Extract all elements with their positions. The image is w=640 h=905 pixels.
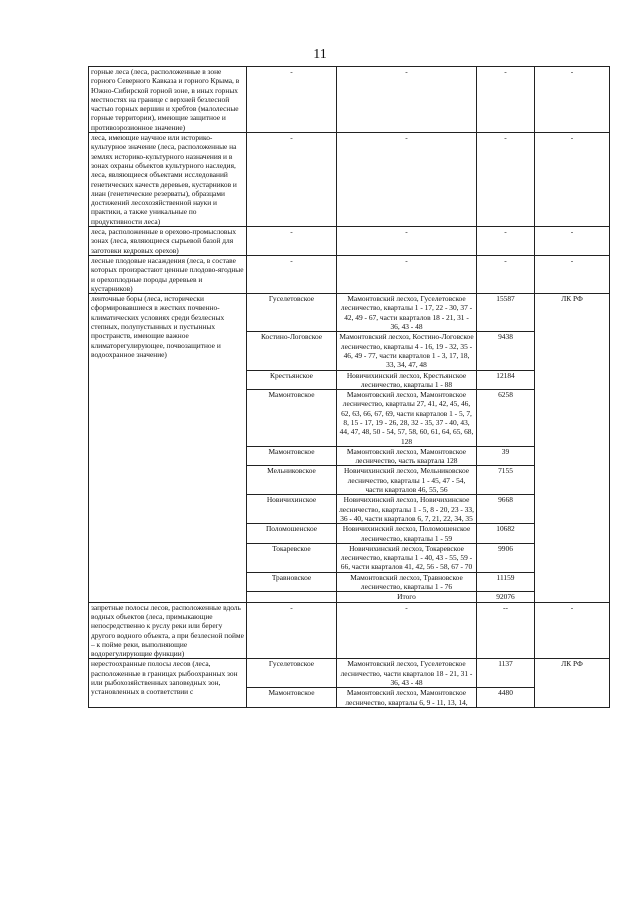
location: -: [337, 227, 477, 256]
category-description: лесные плодовые насаждения (леса, в составе которых произрастают ценные плодово-ягодные и орехоплодные породы деревьев и кустарников): [89, 255, 247, 293]
forestry-name: Токаревское: [247, 543, 337, 572]
area-value: -: [477, 255, 535, 293]
location: Мамонтовский лесхоз, Гуселетовское лесничество, кварталы 1 - 17, 22 - 30, 37 - 42, 49 - 67, части кварталов 18 - 21, 31 - 36, 43 - 48: [337, 294, 477, 332]
legal-basis: -: [535, 255, 610, 293]
location: Мамонтовский лесхоз, Травновское лесничество, кварталы 1 - 76: [337, 572, 477, 592]
location: Новичихинский лесхоз, Крестьянское лесничество, кварталы 1 - 88: [337, 370, 477, 390]
area-value: 12184: [477, 370, 535, 390]
area-value: 9668: [477, 495, 535, 524]
category-description: ленточные боры (леса, исторически сформировавшиеся в жестких почвенно-климатических условиях среди безлесных степных, полупустынных и пустынных пространств, имеющие важное климаторегулирующее, почвозащитное и водоохранное значение): [89, 294, 247, 603]
area-value: -: [477, 67, 535, 133]
forestry-name: -: [247, 227, 337, 256]
legal-basis: -: [535, 67, 610, 133]
area-value: 1137: [477, 659, 535, 688]
forestry-name: Крестьянское: [247, 370, 337, 390]
category-description: горные леса (леса, расположенные в зоне горного Северного Кавказа и горного Крыма, в Южно-Сибирской горной зоне, в иных горных местностях на границе с верхней безлесной частью горных вершин и хребтов (малолесные горные территории), имеющие защитное и противоэрозионное значение): [89, 67, 247, 133]
area-value: --: [477, 602, 535, 659]
legal-basis: ЛК РФ: [535, 659, 610, 707]
area-value: 4480: [477, 688, 535, 708]
category-description: нерестоохранные полосы лесов (леса, расположенные в границах рыбоохранных зон или рыбохозяйственных заповедных зон, установленных в соответствии с: [89, 659, 247, 707]
total-area: 92076: [477, 592, 535, 602]
table-row: [89, 255, 610, 293]
category-description: леса, расположенные в орехово-промысловых зонах (леса, являющиеся сырьевой базой для заготовки кедровых орехов): [89, 227, 247, 256]
forestry-name: Гуселетовское: [247, 659, 337, 688]
area-value: 9906: [477, 543, 535, 572]
table-row: [89, 659, 610, 688]
legal-basis: -: [535, 133, 610, 227]
total-label: Итого: [337, 592, 477, 602]
forestry-name: -: [247, 133, 337, 227]
area-value: 9438: [477, 332, 535, 370]
forestry-name: Гуселетовское: [247, 294, 337, 332]
table-row: [89, 67, 610, 133]
empty-cell: [247, 592, 337, 602]
location: Мамонтовский лесхоз, Мамонтовское лесничество, кварталы 6, 9 - 11, 13, 14,: [337, 688, 477, 708]
table-row: [89, 602, 610, 659]
forestry-name: Новичихинское: [247, 495, 337, 524]
area-value: -: [477, 133, 535, 227]
area-value: -: [477, 227, 535, 256]
table-row: [89, 133, 610, 227]
forestry-name: Мельниковское: [247, 466, 337, 495]
location: Новичихинский лесхоз, Новичихинское лесничество, кварталы 1 - 5, 8 - 20, 23 - 33, 36 - 40, части кварталов 6, 7, 21, 22, 34, 35: [337, 495, 477, 524]
legal-basis: -: [535, 602, 610, 659]
location: -: [337, 67, 477, 133]
location: Новичихинский лесхоз, Поломошенское лесничество, кварталы 1 - 59: [337, 524, 477, 544]
location: -: [337, 133, 477, 227]
location: Мамонтовский лесхоз, Гуселетовское лесничество, части кварталов 18 - 21, 31 - 36, 43 - 48: [337, 659, 477, 688]
area-value: 39: [477, 446, 535, 466]
location: Мамонтовский лесхоз, Мамонтовское лесничество, кварталы 27, 41, 42, 45, 46, 62, 63, 66, 67, 69, части кварталов 1 - 5, 7, 8, 15 - 17, 19 - 26, 28, 32 - 35, 37 - 40, 43, 44, 47, 48, 50 - 54, 57, 58, 60, 61, 64, 65, 68, 128: [337, 390, 477, 447]
table-row: [89, 294, 610, 332]
location: -: [337, 602, 477, 659]
area-value: 6258: [477, 390, 535, 447]
location: Новичихинский лесхоз, Мельниковское лесничество, кварталы 1 - 45, 47 - 54, части кварталов 46, 55, 56: [337, 466, 477, 495]
forestry-name: -: [247, 602, 337, 659]
forestry-name: Костино-Логовское: [247, 332, 337, 370]
forestry-name: Мамонтовское: [247, 446, 337, 466]
category-description: леса, имеющие научное или историко-культурное значение (леса, расположенные на землях историко-культурного назначения и в зонах охраны объектов культурного наследия, леса, являющиеся объектами исследований генетических качеств деревьев, кустарников и лиан (генетические резерваты), образцами достижений лесохозяйственной науки и практики, а также уникальные по продуктивности леса): [89, 133, 247, 227]
area-value: 7155: [477, 466, 535, 495]
area-value: 11159: [477, 572, 535, 592]
forestry-name: Мамонтовское: [247, 390, 337, 447]
forestry-name: Поломошенское: [247, 524, 337, 544]
table-row: [89, 227, 610, 256]
location: Новичихинский лесхоз, Токаревское лесничество, кварталы 1 - 40, 43 - 55, 59 - 66, части кварталов 41, 42, 56 - 58, 67 - 70: [337, 543, 477, 572]
area-value: 10682: [477, 524, 535, 544]
location: Мамонтовский лесхоз, Мамонтовское лесничество, часть квартала 128: [337, 446, 477, 466]
forestry-name: -: [247, 255, 337, 293]
legal-basis: -: [535, 227, 610, 256]
location: -: [337, 255, 477, 293]
area-value: 15587: [477, 294, 535, 332]
forestry-name: -: [247, 67, 337, 133]
forestry-name: Травновское: [247, 572, 337, 592]
page-number: 11: [313, 47, 327, 62]
legal-basis: ЛК РФ: [535, 294, 610, 603]
forest-table: [88, 66, 610, 708]
category-description: запретные полосы лесов, расположенные вдоль водных объектов (леса, примыкающие непосредственно к руслу реки или берегу другого водного объекта, а при безлесной пойме – к пойме реки, выполняющие водорегулирующие функции): [89, 602, 247, 659]
forestry-name: Мамонтовское: [247, 688, 337, 708]
location: Мамонтовский лесхоз, Костино-Логовское лесничество, кварталы 4 - 16, 19 - 32, 35 - 46, 49 - 77, части кварталов 1 - 3, 17, 18, 33, 34, 47, 48: [337, 332, 477, 370]
